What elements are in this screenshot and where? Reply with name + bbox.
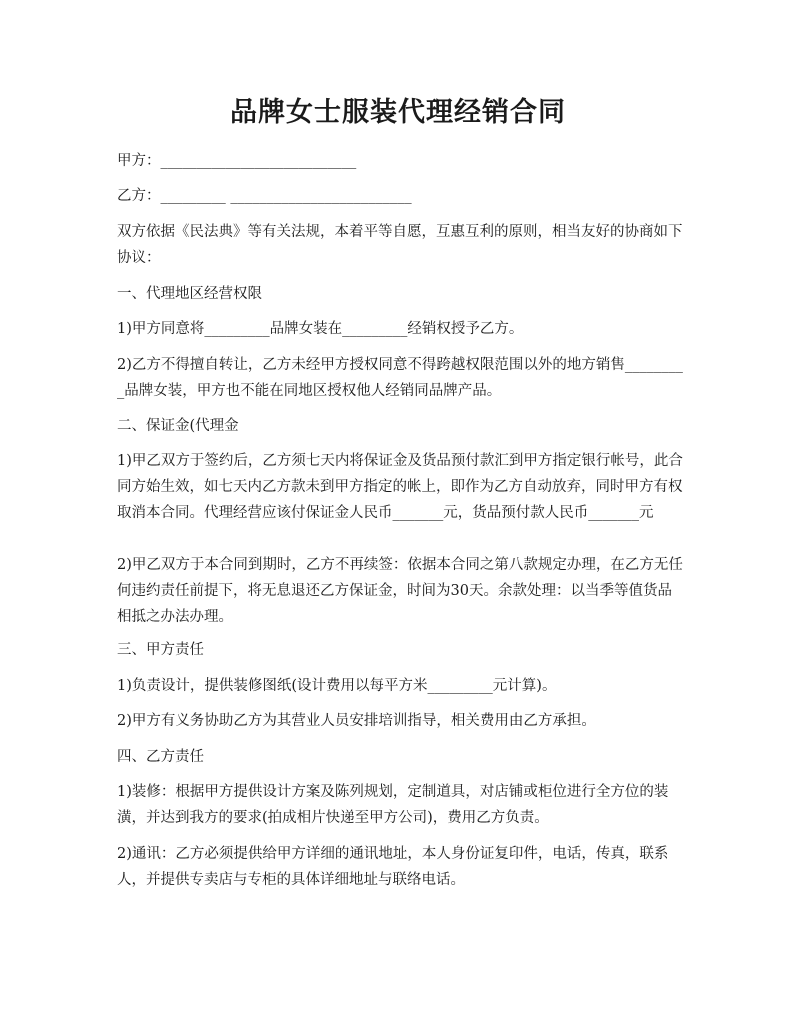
section-heading: 二、保证金(代理金 (117, 418, 239, 434)
clause-paragraph: 1)甲乙双方于签约后，乙方须七天内将保证金及货品预付款汇到甲方指定银行帐号，此合同方始生效，如七天内乙方款未到甲方指定的帐上，即作为乙方自动放弃，同时甲方有权取消本合同。代理经营应该付保证金人民币_______元，货品预付款人民币_______元 (117, 453, 683, 521)
clause-paragraph: 2)甲乙双方于本合同到期时，乙方不再续签：依据本合同之第八款规定办理，在乙方无任何违约责任前提下，将无息退还乙方保证金，时间为30天。余款处理：以当季等值货品相抵之办法办理。 (117, 557, 683, 625)
clause-paragraph: 2)通讯：乙方必须提供给甲方详细的通讯地址，本人身份证复印件，电话，传真，联系人，并提供专卖店与专柜的具体详细地址与联络电话。 (117, 846, 669, 888)
document-title: 品牌女士服装代理经销合同 (230, 97, 566, 128)
clause-paragraph: 1)装修：根据甲方提供设计方案及陈列规划，定制道具，对店铺或柜位进行全方位的装潢，并达到我方的要求(拍成相片快递至甲方公司)，费用乙方负责。 (117, 784, 669, 826)
party-a-line: 甲方：___________________________ (117, 153, 357, 169)
party-b-line: 乙方：_________ _________________________ (117, 188, 412, 204)
section-heading: 四、乙方责任 (117, 749, 204, 765)
section-heading: 一、代理地区经营权限 (117, 286, 262, 302)
clause-paragraph: 2)乙方不得擅自转让，乙方未经甲方授权同意不得跨越权限范围以外的地方销售_________品牌女装，甲方也不能在同地区授权他人经销同品牌产品。 (117, 357, 683, 399)
section-heading: 三、甲方责任 (117, 642, 204, 658)
clause-paragraph: 1)负责设计，提供装修图纸(设计费用以每平方米_________元计算)。 (117, 678, 557, 694)
intro-paragraph: 双方依据《民法典》等有关法规，本着平等自愿，互惠互利的原则，相当友好的协商如下协议： (117, 224, 683, 266)
clause-paragraph: 1)甲方同意将_________品牌女装在_________经销权授予乙方。 (117, 321, 524, 337)
clause-paragraph: 2)甲方有义务协助乙方为其营业人员安排培训指导，相关费用由乙方承担。 (117, 713, 596, 729)
